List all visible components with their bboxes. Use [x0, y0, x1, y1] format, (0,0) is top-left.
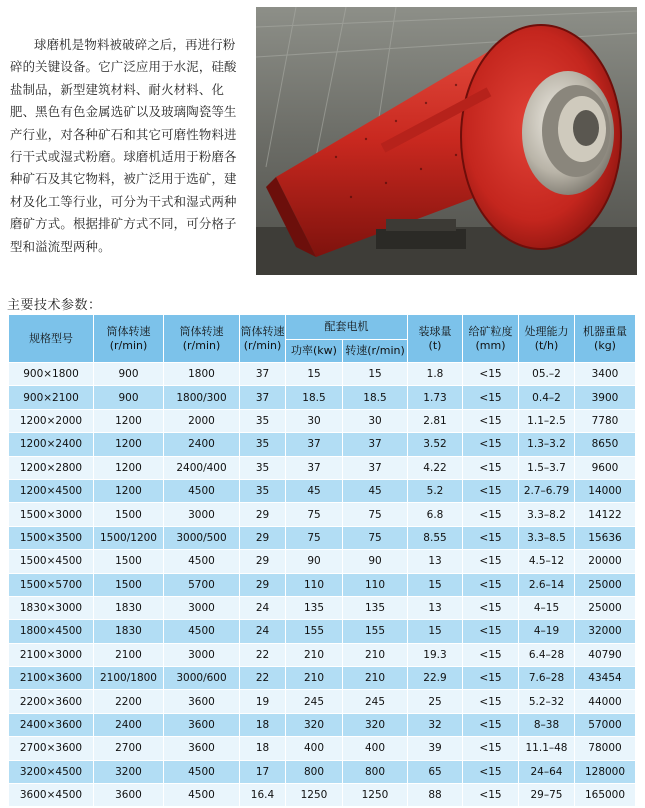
table-row: [9, 503, 636, 526]
cell-capacity: 3.3–8.2: [519, 503, 575, 526]
specs-table: [8, 314, 636, 807]
cell-model: 1200×2000: [9, 409, 94, 432]
cell-tube-speed-1: 1500: [94, 503, 164, 526]
cell-tube-speed-2: 3600: [164, 713, 240, 736]
header-speed-3: 筒体转速 (r/min): [240, 315, 286, 363]
header-motor: 配套电机: [286, 315, 408, 340]
header-motor-speed: 转速(r/min): [343, 340, 408, 363]
cell-model: 3600×4500: [9, 784, 94, 807]
cell-weight: 43454: [575, 667, 636, 690]
cell-model: 1200×4500: [9, 479, 94, 502]
cell-weight: 25000: [575, 573, 636, 596]
table-row: [9, 643, 636, 666]
cell-ball-load: 22.9: [408, 667, 463, 690]
cell-weight: 20000: [575, 550, 636, 573]
cell-ball-load: 32: [408, 713, 463, 736]
cell-ball-load: 15: [408, 620, 463, 643]
cell-tube-speed-3: 35: [240, 479, 286, 502]
cell-feed-size: <15: [463, 596, 519, 619]
cell-tube-speed-2: 1800/300: [164, 386, 240, 409]
cell-weight: 57000: [575, 713, 636, 736]
cell-ball-load: 88: [408, 784, 463, 807]
cell-ball-load: 19.3: [408, 643, 463, 666]
table-row: [9, 690, 636, 713]
cell-feed-size: <15: [463, 503, 519, 526]
cell-tube-speed-1: 900: [94, 363, 164, 386]
specs-title: 主要技术参数：: [7, 298, 102, 313]
header-power: 功率(kw): [286, 340, 343, 363]
cell-tube-speed-2: 1800: [164, 363, 240, 386]
cell-tube-speed-3: 29: [240, 526, 286, 549]
cell-tube-speed-1: 1200: [94, 409, 164, 432]
cell-weight: 78000: [575, 737, 636, 760]
cell-motor-power: 75: [286, 526, 343, 549]
cell-tube-speed-1: 2400: [94, 713, 164, 736]
cell-tube-speed-2: 3000/600: [164, 667, 240, 690]
cell-ball-load: 3.52: [408, 433, 463, 456]
cell-tube-speed-3: 35: [240, 409, 286, 432]
table-row: [9, 550, 636, 573]
table-row: [9, 713, 636, 736]
cell-tube-speed-1: 900: [94, 386, 164, 409]
cell-model: 1500×3000: [9, 503, 94, 526]
cell-feed-size: <15: [463, 760, 519, 783]
cell-feed-size: <15: [463, 643, 519, 666]
cell-model: 1500×5700: [9, 573, 94, 596]
cell-tube-speed-3: 29: [240, 550, 286, 573]
cell-tube-speed-2: 4500: [164, 760, 240, 783]
cell-model: 900×1800: [9, 363, 94, 386]
cell-motor-power: 30: [286, 409, 343, 432]
cell-model: 900×2100: [9, 386, 94, 409]
cell-ball-load: 15: [408, 573, 463, 596]
cell-tube-speed-1: 3600: [94, 784, 164, 807]
cell-feed-size: <15: [463, 456, 519, 479]
cell-motor-speed: 37: [343, 456, 408, 479]
cell-tube-speed-3: 24: [240, 620, 286, 643]
cell-ball-load: 4.22: [408, 456, 463, 479]
cell-capacity: 7.6–28: [519, 667, 575, 690]
cell-tube-speed-3: 29: [240, 503, 286, 526]
cell-feed-size: <15: [463, 433, 519, 456]
cell-tube-speed-2: 3000: [164, 596, 240, 619]
cell-feed-size: <15: [463, 526, 519, 549]
cell-feed-size: <15: [463, 620, 519, 643]
cell-feed-size: <15: [463, 550, 519, 573]
cell-tube-speed-2: 3000: [164, 503, 240, 526]
cell-weight: 32000: [575, 620, 636, 643]
cell-motor-speed: 210: [343, 667, 408, 690]
cell-feed-size: <15: [463, 667, 519, 690]
cell-tube-speed-1: 2200: [94, 690, 164, 713]
cell-tube-speed-3: 37: [240, 386, 286, 409]
cell-model: 1200×2800: [9, 456, 94, 479]
cell-tube-speed-1: 1200: [94, 433, 164, 456]
cell-motor-power: 75: [286, 503, 343, 526]
cell-tube-speed-2: 3600: [164, 737, 240, 760]
cell-ball-load: 65: [408, 760, 463, 783]
cell-motor-power: 400: [286, 737, 343, 760]
table-row: [9, 620, 636, 643]
cell-tube-speed-2: 4500: [164, 479, 240, 502]
table-row: [9, 573, 636, 596]
cell-capacity: 8–38: [519, 713, 575, 736]
header-feed-size: 给矿粒度 (mm): [463, 315, 519, 363]
cell-tube-speed-1: 1200: [94, 479, 164, 502]
cell-capacity: 0.4–2: [519, 386, 575, 409]
cell-capacity: 29–75: [519, 784, 575, 807]
cell-weight: 44000: [575, 690, 636, 713]
cell-tube-speed-2: 3000: [164, 643, 240, 666]
cell-motor-power: 245: [286, 690, 343, 713]
cell-capacity: 11.1–48: [519, 737, 575, 760]
table-row: [9, 363, 636, 386]
cell-tube-speed-3: 37: [240, 363, 286, 386]
table-row: [9, 596, 636, 619]
cell-weight: 3900: [575, 386, 636, 409]
cell-ball-load: 6.8: [408, 503, 463, 526]
cell-motor-power: 37: [286, 433, 343, 456]
cell-capacity: 1.3–3.2: [519, 433, 575, 456]
cell-tube-speed-2: 2000: [164, 409, 240, 432]
cell-motor-speed: 135: [343, 596, 408, 619]
table-row: [9, 433, 636, 456]
table-row: [9, 737, 636, 760]
cell-tube-speed-3: 24: [240, 596, 286, 619]
cell-ball-load: 13: [408, 550, 463, 573]
cell-motor-power: 210: [286, 643, 343, 666]
cell-motor-power: 800: [286, 760, 343, 783]
cell-tube-speed-2: 2400/400: [164, 456, 240, 479]
table-row: [9, 409, 636, 432]
cell-tube-speed-1: 1500/1200: [94, 526, 164, 549]
cell-ball-load: 13: [408, 596, 463, 619]
header-model: 规格型号: [9, 315, 94, 363]
cell-capacity: 6.4–28: [519, 643, 575, 666]
cell-capacity: 1.5–3.7: [519, 456, 575, 479]
cell-motor-power: 45: [286, 479, 343, 502]
cell-tube-speed-3: 29: [240, 573, 286, 596]
cell-capacity: 4.5–12: [519, 550, 575, 573]
cell-model: 2200×3600: [9, 690, 94, 713]
cell-model: 3200×4500: [9, 760, 94, 783]
cell-tube-speed-3: 18: [240, 737, 286, 760]
cell-tube-speed-1: 2100/1800: [94, 667, 164, 690]
cell-tube-speed-3: 35: [240, 433, 286, 456]
cell-motor-speed: 155: [343, 620, 408, 643]
header-weight: 机器重量 (kg): [575, 315, 636, 363]
cell-motor-speed: 110: [343, 573, 408, 596]
cell-weight: 14000: [575, 479, 636, 502]
cell-weight: 25000: [575, 596, 636, 619]
cell-motor-power: 90: [286, 550, 343, 573]
cell-motor-power: 155: [286, 620, 343, 643]
cell-model: 1830×3000: [9, 596, 94, 619]
cell-feed-size: <15: [463, 363, 519, 386]
cell-motor-speed: 320: [343, 713, 408, 736]
cell-motor-power: 1250: [286, 784, 343, 807]
cell-tube-speed-1: 1830: [94, 596, 164, 619]
cell-ball-load: 1.73: [408, 386, 463, 409]
cell-motor-speed: 75: [343, 503, 408, 526]
specs-table-body: [9, 363, 636, 807]
cell-capacity: 24–64: [519, 760, 575, 783]
cell-feed-size: <15: [463, 784, 519, 807]
cell-feed-size: <15: [463, 479, 519, 502]
cell-weight: 3400: [575, 363, 636, 386]
cell-tube-speed-2: 4500: [164, 620, 240, 643]
cell-weight: 165000: [575, 784, 636, 807]
cell-ball-load: 2.81: [408, 409, 463, 432]
cell-capacity: 2.7–6.79: [519, 479, 575, 502]
cell-model: 2100×3000: [9, 643, 94, 666]
cell-motor-speed: 800: [343, 760, 408, 783]
cell-weight: 14122: [575, 503, 636, 526]
cell-tube-speed-3: 22: [240, 667, 286, 690]
header-ball-load: 装球量 (t): [408, 315, 463, 363]
cell-tube-speed-1: 1500: [94, 573, 164, 596]
cell-motor-speed: 245: [343, 690, 408, 713]
cell-motor-speed: 90: [343, 550, 408, 573]
cell-ball-load: 25: [408, 690, 463, 713]
header-capacity: 处理能力 (t/h): [519, 315, 575, 363]
cell-feed-size: <15: [463, 690, 519, 713]
cell-weight: 8650: [575, 433, 636, 456]
cell-feed-size: <15: [463, 386, 519, 409]
table-row: [9, 760, 636, 783]
cell-motor-speed: 75: [343, 526, 408, 549]
cell-ball-load: 5.2: [408, 479, 463, 502]
cell-feed-size: <15: [463, 737, 519, 760]
table-row: [9, 784, 636, 807]
header-speed-1: 筒体转速 (r/min): [94, 315, 164, 363]
cell-tube-speed-1: 1830: [94, 620, 164, 643]
cell-motor-power: 15: [286, 363, 343, 386]
intro-paragraph: 球磨机是物料被破碎之后，再进行粉碎的关键设备。它广泛应用于水泥，硅酸盐制品，新型建筑材料、耐火材料、化肥、黑色有色金属选矿以及玻璃陶瓷等生产行业，对各种矿石和其它可磨性物料进行干式或湿式粉磨。球磨机适用于粉磨各种矿石及其它物料，被广泛用于选矿，建材及化工等行业，可分为干式和湿式两种磨矿方式。根据排矿方式不同，可分格子型和溢流型两种。: [10, 37, 237, 254]
cell-ball-load: 39: [408, 737, 463, 760]
cell-model: 2700×3600: [9, 737, 94, 760]
cell-feed-size: <15: [463, 409, 519, 432]
cell-ball-load: 1.8: [408, 363, 463, 386]
cell-motor-speed: 15: [343, 363, 408, 386]
cell-model: 2400×3600: [9, 713, 94, 736]
cell-model: 1500×3500: [9, 526, 94, 549]
cell-tube-speed-1: 3200: [94, 760, 164, 783]
cell-weight: 7780: [575, 409, 636, 432]
table-row: [9, 526, 636, 549]
cell-motor-speed: 210: [343, 643, 408, 666]
table-row: [9, 667, 636, 690]
cell-capacity: 1.1–2.5: [519, 409, 575, 432]
cell-weight: 9600: [575, 456, 636, 479]
cell-motor-power: 135: [286, 596, 343, 619]
cell-tube-speed-3: 35: [240, 456, 286, 479]
cell-capacity: 4–19: [519, 620, 575, 643]
cell-model: 2100×3600: [9, 667, 94, 690]
table-row: [9, 386, 636, 409]
cell-feed-size: <15: [463, 573, 519, 596]
cell-motor-speed: 37: [343, 433, 408, 456]
cell-tube-speed-1: 1200: [94, 456, 164, 479]
cell-ball-load: 8.55: [408, 526, 463, 549]
cell-weight: 128000: [575, 760, 636, 783]
cell-tube-speed-2: 3000/500: [164, 526, 240, 549]
cell-tube-speed-2: 4500: [164, 784, 240, 807]
cell-motor-speed: 45: [343, 479, 408, 502]
cell-motor-speed: 18.5: [343, 386, 408, 409]
cell-weight: 15636: [575, 526, 636, 549]
cell-model: 1500×4500: [9, 550, 94, 573]
cell-motor-speed: 400: [343, 737, 408, 760]
ball-mill-illustration: [256, 7, 637, 275]
cell-capacity: 4–15: [519, 596, 575, 619]
cell-motor-power: 18.5: [286, 386, 343, 409]
table-row: [9, 479, 636, 502]
cell-tube-speed-3: 17: [240, 760, 286, 783]
cell-motor-power: 37: [286, 456, 343, 479]
cell-tube-speed-3: 18: [240, 713, 286, 736]
cell-weight: 40790: [575, 643, 636, 666]
cell-model: 1200×2400: [9, 433, 94, 456]
cell-capacity: 5.2–32: [519, 690, 575, 713]
cell-tube-speed-2: 3600: [164, 690, 240, 713]
cell-capacity: 3.3–8.5: [519, 526, 575, 549]
cell-tube-speed-3: 19: [240, 690, 286, 713]
cell-tube-speed-3: 16.4: [240, 784, 286, 807]
cell-capacity: 2.6–14: [519, 573, 575, 596]
cell-motor-speed: 1250: [343, 784, 408, 807]
cell-motor-speed: 30: [343, 409, 408, 432]
cell-model: 1800×4500: [9, 620, 94, 643]
cell-tube-speed-2: 4500: [164, 550, 240, 573]
ball-mill-photo: [256, 7, 637, 275]
cell-motor-power: 320: [286, 713, 343, 736]
cell-feed-size: <15: [463, 713, 519, 736]
cell-tube-speed-1: 2700: [94, 737, 164, 760]
cell-tube-speed-1: 1500: [94, 550, 164, 573]
header-speed-2: 筒体转速 (r/min): [164, 315, 240, 363]
cell-tube-speed-2: 5700: [164, 573, 240, 596]
cell-tube-speed-2: 2400: [164, 433, 240, 456]
cell-motor-power: 210: [286, 667, 343, 690]
cell-tube-speed-3: 22: [240, 643, 286, 666]
table-row: [9, 456, 636, 479]
cell-tube-speed-1: 2100: [94, 643, 164, 666]
specs-table-container: [8, 314, 635, 807]
cell-capacity: 05.–2: [519, 363, 575, 386]
cell-motor-power: 110: [286, 573, 343, 596]
